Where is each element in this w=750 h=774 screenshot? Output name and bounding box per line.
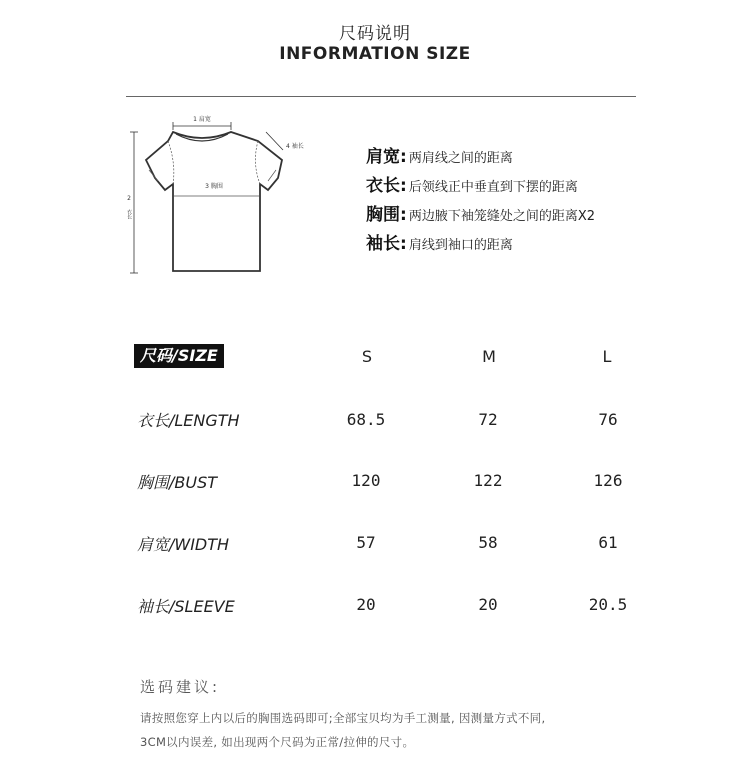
page-title-cn: 尺码说明 (339, 24, 411, 44)
advice-line-2: 3CM以内误差, 如出现两个尺码为正常/拉伸的尺寸。 (140, 735, 415, 749)
definition-sleeve (366, 229, 513, 257)
definition-shoulder (366, 142, 513, 170)
cell-sleeve-m: 20 (478, 595, 498, 614)
cell-bust-l: 126 (593, 471, 623, 490)
row-label-length: 衣长/LENGTH (137, 411, 240, 430)
definition-term: 肩宽: (366, 147, 407, 167)
column-header-l: L (602, 347, 612, 366)
definition-term: 袖长: (366, 234, 407, 254)
label-sleeve: 4 袖长 (286, 143, 304, 150)
cell-width-l: 61 (598, 533, 618, 552)
cell-length-s: 68.5 (346, 410, 386, 429)
advice-line-1: 请按照您穿上内以后的胸围选码即可;全部宝贝均为手工测量, 因测量方式不同, (140, 711, 546, 725)
label-length: 衣长 (126, 209, 132, 219)
label-bust: 3 胸围 (205, 183, 223, 190)
row-label-bust: 胸围/BUST (137, 473, 218, 492)
tshirt-diagram (118, 108, 318, 278)
definition-desc: 肩线到袖口的距离 (408, 238, 513, 253)
column-header-s: S (361, 347, 373, 366)
advice-title: 选码建议: (140, 678, 221, 696)
page-title-en: INFORMATION SIZE (279, 44, 471, 64)
cell-bust-m: 122 (473, 471, 503, 490)
row-label-sleeve: 袖长/SLEEVE (137, 597, 235, 616)
size-table-header-label: 尺码/SIZE (134, 344, 224, 368)
definition-length (366, 171, 578, 199)
cell-sleeve-s: 20 (356, 595, 376, 614)
definition-bust (366, 200, 595, 228)
divider (126, 96, 636, 97)
definition-desc: 两肩线之间的距离 (408, 151, 513, 166)
definition-term: 衣长: (366, 176, 407, 196)
cell-bust-s: 120 (351, 471, 381, 490)
cell-length-l: 76 (598, 410, 618, 429)
row-label-width: 肩宽/WIDTH (137, 535, 230, 554)
cell-sleeve-l: 20.5 (588, 595, 628, 614)
definition-desc: 后领线正中垂直到下摆的距离 (408, 180, 578, 195)
cell-width-s: 57 (356, 533, 376, 552)
definition-term: 胸围: (366, 205, 407, 225)
cell-width-m: 58 (478, 533, 498, 552)
definition-desc: 两边腋下袖笼缝处之间的距离X2 (408, 209, 595, 224)
label-shoulder: 1 肩宽 (193, 116, 211, 123)
label-length-num: 2 (127, 195, 131, 202)
cell-length-m: 72 (478, 410, 498, 429)
column-header-m: M (482, 347, 496, 366)
